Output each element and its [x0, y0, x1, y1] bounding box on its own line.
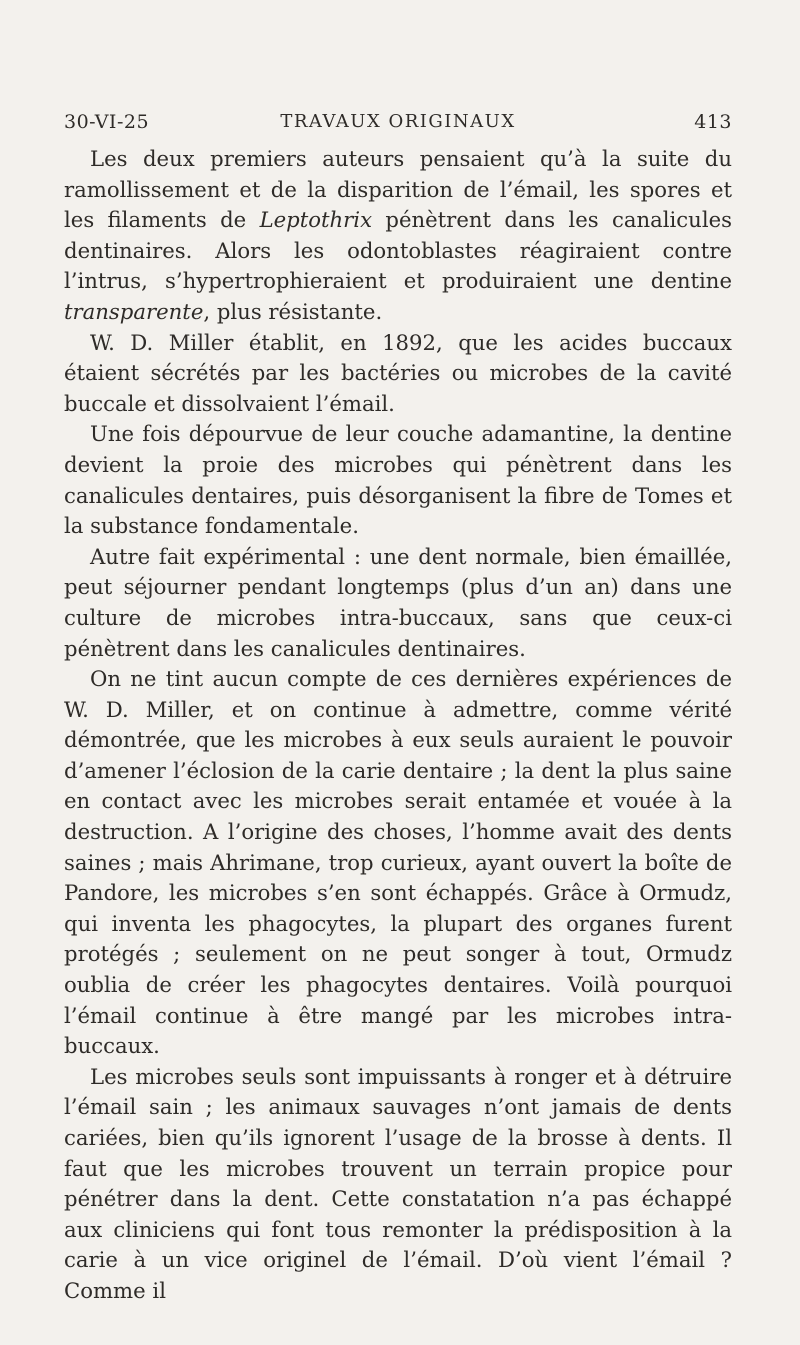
paragraph-5: On ne tint aucun compte de ces dernières expériences de W. D. Miller, et on continue à admettre, comme vérité démontrée, que les microbes à eux seuls auraient le pouvoir d’amener l’éclosion de la carie dentaire ; la dent la plus saine en contact avec les microbes serait entamée et vouée à la destruction. A l’origine des choses, l’homme avait des dents saines ; mais Ahrimane, trop curieux, ayant ouvert la boîte de Pandore, les microbes s’en sont échappés. Grâce à Ormudz, qui inventa les phagocytes, la plupart des organes furent protégés ; seulement on ne peut songer à tout, Ormudz oublia de créer les phagocytes dentaires. Voilà pourquoi l’émail continue à être mangé par les microbes intra-buccaux. — [64, 666, 732, 1059]
page-number: 413 — [694, 111, 732, 133]
italic-term-transparente: transparente — [64, 298, 204, 324]
paragraph-1-text-c: , plus résistante. — [203, 298, 383, 324]
paragraph-1-text-b: pénètrent dans les canalicules dentinaires. Alors les odontoblastes réagiraient contre l’intrus, s’hypertrophieraient et produiraient une dentine — [64, 207, 733, 294]
header-title: TRAVAUX ORIGINAUX — [280, 111, 516, 132]
header-date: 30-VI-25 — [64, 111, 150, 133]
paragraph-3: Une fois dépourvue de leur couche adamantine, la dentine devient la proie des microbes qui pénètrent dans les canalicules dentaires, puis désorganisent la fibre de Tomes et la substance fondamentale. — [64, 421, 732, 539]
italic-term-leptothrix: Leptothrix — [259, 207, 373, 233]
paragraph-6: Les microbes seuls sont impuissants à ronger et à détruire l’émail sain ; les animaux sauvages n’ont jamais de dents cariées, bien qu’ils ignorent l’usage de la brosse à dents. Il faut que les microbes trouvent un terrain propice pour pénétrer dans la dent. Cette constatation n’a pas échappé aux cliniciens qui font tous remonter la prédisposition à la carie à un vice originel de l’émail. D’où vient l’émail ? Comme il — [64, 1063, 732, 1303]
running-head — [64, 111, 732, 141]
paragraph-1 — [64, 144, 732, 328]
paragraph-2: W. D. Miller établit, en 1892, que les acides buccaux étaient sécrétés par les bactéries ou microbes de la cavité buccale et dissolvaient l’émail. — [64, 329, 732, 416]
paragraph-1-text-a: Les deux premiers auteurs pensaient qu’à la suite du ramollissement et de la disparition de l’émail, les spores et les filaments de — [64, 146, 732, 233]
paragraph-4: Autre fait expérimental : une dent normale, bien émaillée, peut séjourner pendant longtemps (plus d’un an) dans une culture de microbes intra-buccaux, sans que ceux-ci pénètrent dans les canalicules dentinaires. — [64, 543, 732, 661]
body-text — [64, 144, 732, 1307]
